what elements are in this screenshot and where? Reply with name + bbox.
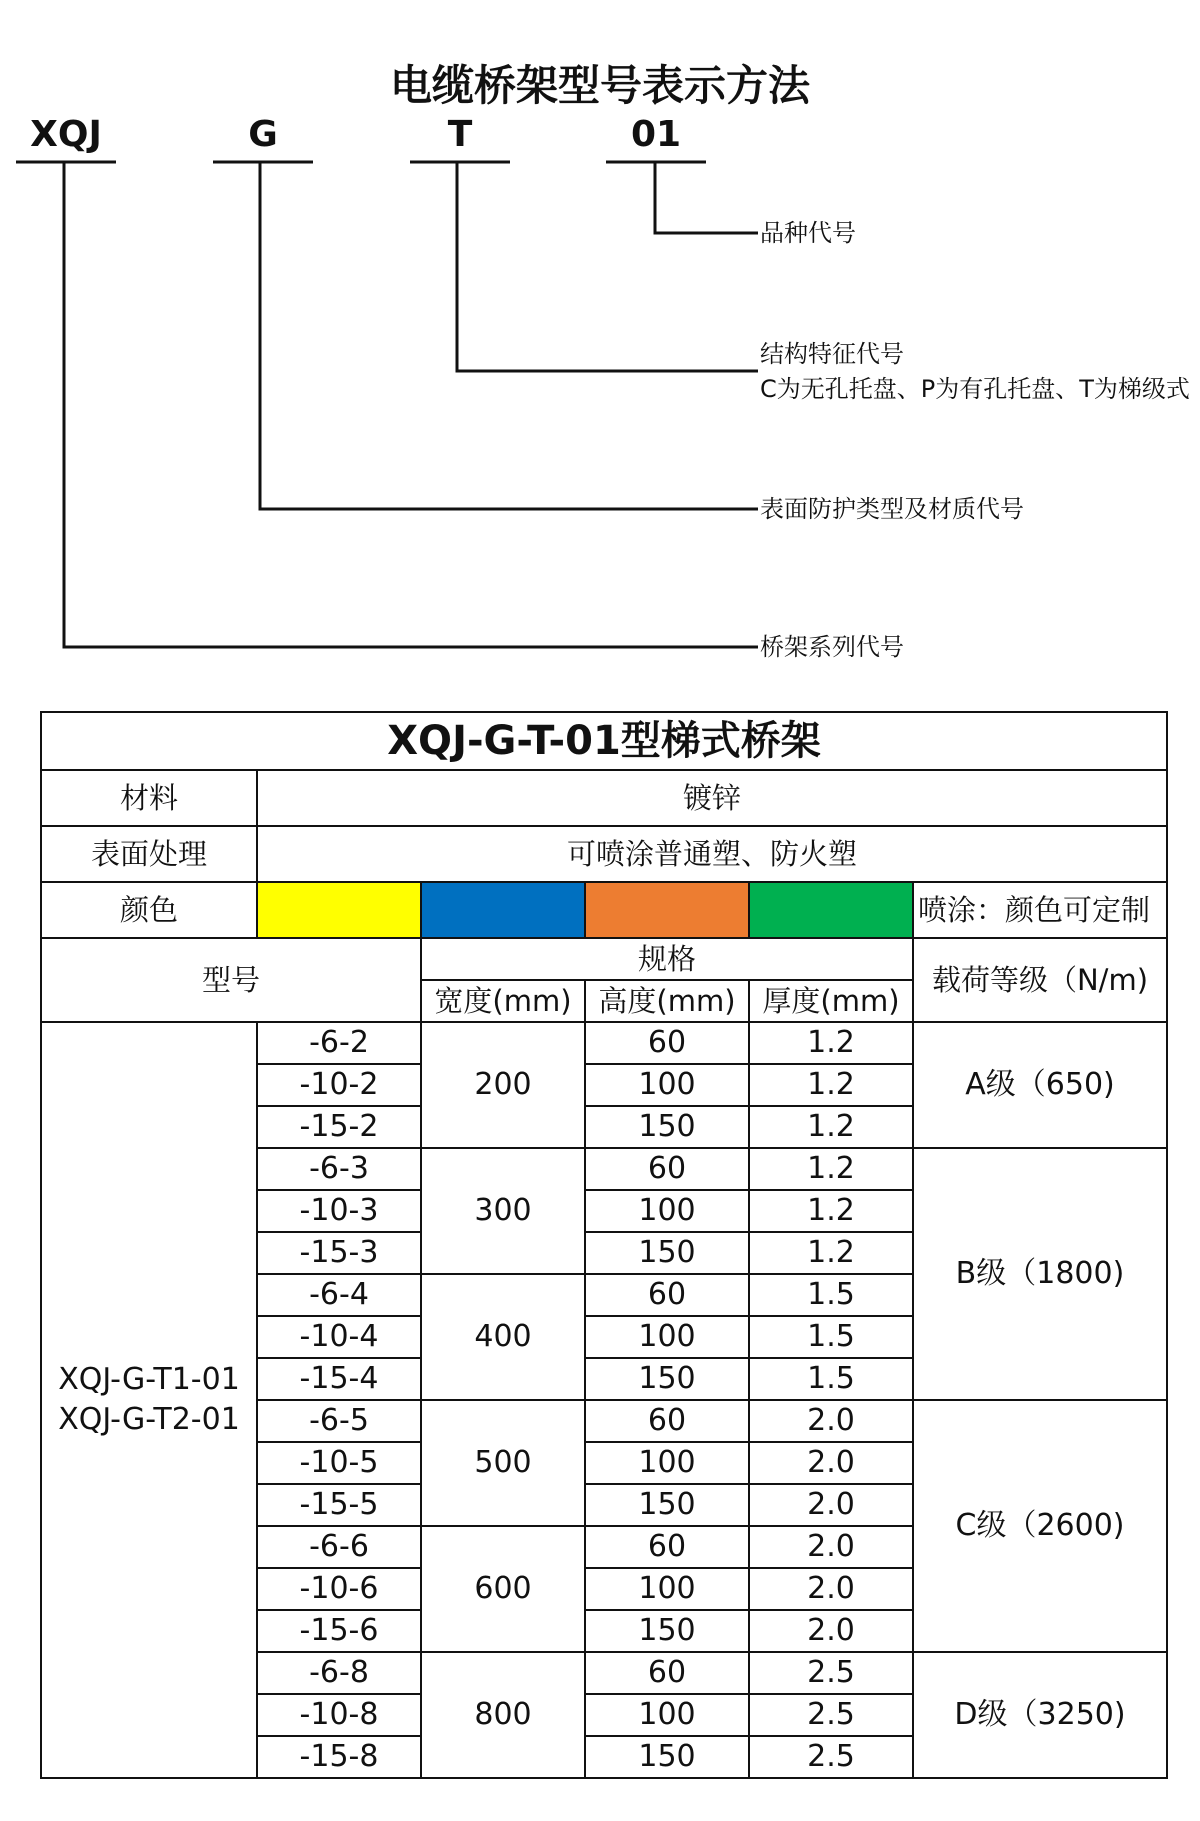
model-names-cell — [41, 1022, 257, 1778]
cell-suffix: -15-8 — [257, 1736, 421, 1778]
material-label: 材料 — [41, 770, 257, 826]
model-name: XQJ-G-T1-01 — [58, 1362, 240, 1397]
cell-suffix: -6-2 — [257, 1022, 421, 1064]
color-label: 颜色 — [41, 882, 257, 938]
material-value: 镀锌 — [257, 770, 1167, 826]
cell-thickness: 1.2 — [749, 1106, 913, 1148]
cell-width: 300 — [421, 1148, 585, 1274]
cell-suffix: -6-6 — [257, 1526, 421, 1568]
cell-suffix: -10-2 — [257, 1064, 421, 1106]
cell-load-class: C级（2600) — [913, 1400, 1167, 1652]
surface-value: 可喷涂普通塑、防火塑 — [257, 826, 1167, 882]
legend-surface: 表面防护类型及材质代号 — [760, 495, 1024, 523]
cell-thickness: 1.2 — [749, 1148, 913, 1190]
cell-suffix: -10-3 — [257, 1190, 421, 1232]
cell-height: 150 — [585, 1484, 749, 1526]
table-title: XQJ-G-T-01型梯式桥架 — [41, 712, 1167, 770]
cell-thickness: 1.5 — [749, 1316, 913, 1358]
legend-structure-detail: C为无孔托盘、P为有孔托盘、T为梯级式 — [760, 375, 1190, 403]
cell-suffix: -15-2 — [257, 1106, 421, 1148]
cell-suffix: -15-4 — [257, 1358, 421, 1400]
diagram-title: 电缆桥架型号表示方法 — [389, 61, 810, 110]
cell-suffix: -10-5 — [257, 1442, 421, 1484]
cell-thickness: 1.2 — [749, 1022, 913, 1064]
cell-thickness: 2.0 — [749, 1400, 913, 1442]
cell-width: 200 — [421, 1022, 585, 1148]
cell-width: 400 — [421, 1274, 585, 1400]
connector-variety — [655, 162, 758, 233]
cell-width: 800 — [421, 1652, 585, 1778]
cell-suffix: -6-4 — [257, 1274, 421, 1316]
cell-thickness: 1.2 — [749, 1190, 913, 1232]
cell-suffix: -10-6 — [257, 1568, 421, 1610]
color-swatch-green — [749, 882, 913, 938]
header-model: 型号 — [41, 938, 421, 1022]
cell-thickness: 2.5 — [749, 1736, 913, 1778]
cell-width: 600 — [421, 1526, 585, 1652]
code-series: XQJ — [30, 114, 102, 155]
cell-height: 60 — [585, 1022, 749, 1064]
cell-suffix: -6-3 — [257, 1148, 421, 1190]
connector-structure — [457, 162, 758, 371]
connector-surface — [260, 162, 758, 509]
cell-height: 60 — [585, 1148, 749, 1190]
cell-thickness: 2.0 — [749, 1484, 913, 1526]
color-note: 喷涂：颜色可定制 — [913, 882, 1167, 938]
cell-thickness: 1.2 — [749, 1064, 913, 1106]
cell-thickness: 2.0 — [749, 1568, 913, 1610]
cell-suffix: -15-3 — [257, 1232, 421, 1274]
cell-height: 100 — [585, 1190, 749, 1232]
cell-suffix: -6-8 — [257, 1652, 421, 1694]
cell-height: 60 — [585, 1400, 749, 1442]
connector-series — [64, 162, 758, 647]
cell-height: 60 — [585, 1526, 749, 1568]
header-spec: 规格 — [421, 938, 913, 980]
color-swatch-orange — [585, 882, 749, 938]
code-variety: 01 — [630, 114, 682, 155]
spec-table-container — [40, 711, 1166, 1779]
surface-label: 表面处理 — [41, 826, 257, 882]
cell-load-class: D级（3250) — [913, 1652, 1167, 1778]
cell-thickness: 2.0 — [749, 1442, 913, 1484]
cell-thickness: 2.0 — [749, 1526, 913, 1568]
cell-suffix: -6-5 — [257, 1400, 421, 1442]
cell-height: 60 — [585, 1652, 749, 1694]
cell-thickness: 1.5 — [749, 1274, 913, 1316]
code-structure: T — [447, 114, 473, 155]
cell-height: 150 — [585, 1610, 749, 1652]
cell-load-class: A级（650) — [913, 1022, 1167, 1148]
cell-suffix: -15-6 — [257, 1610, 421, 1652]
cell-thickness: 2.5 — [749, 1694, 913, 1736]
model-name: XQJ-G-T2-01 — [58, 1402, 240, 1437]
header-load: 载荷等级（N/m) — [913, 938, 1167, 1022]
cell-thickness: 2.0 — [749, 1610, 913, 1652]
color-swatch-blue — [421, 882, 585, 938]
header-height: 高度(mm) — [585, 980, 749, 1022]
cell-thickness: 1.5 — [749, 1358, 913, 1400]
cell-height: 100 — [585, 1694, 749, 1736]
header-width: 宽度(mm) — [421, 980, 585, 1022]
header-thickness: 厚度(mm) — [749, 980, 913, 1022]
spec-table — [40, 711, 1168, 1779]
cell-height: 150 — [585, 1736, 749, 1778]
cell-height: 150 — [585, 1232, 749, 1274]
cell-suffix: -10-4 — [257, 1316, 421, 1358]
cell-suffix: -15-5 — [257, 1484, 421, 1526]
code-breakdown-lines — [0, 0, 1200, 680]
legend-series: 桥架系列代号 — [760, 633, 904, 661]
legend-variety: 品种代号 — [760, 219, 856, 247]
cell-width: 500 — [421, 1400, 585, 1526]
cell-thickness: 2.5 — [749, 1652, 913, 1694]
cell-suffix: -10-8 — [257, 1694, 421, 1736]
table-row — [41, 1022, 1167, 1064]
code-surface: G — [248, 114, 278, 155]
color-swatch-yellow — [257, 882, 421, 938]
cell-thickness: 1.2 — [749, 1232, 913, 1274]
cell-height: 150 — [585, 1358, 749, 1400]
cell-height: 60 — [585, 1274, 749, 1316]
cell-height: 100 — [585, 1442, 749, 1484]
legend-structure-title: 结构特征代号 — [760, 340, 904, 368]
cell-load-class: B级（1800) — [913, 1148, 1167, 1400]
cell-height: 100 — [585, 1316, 749, 1358]
cell-height: 100 — [585, 1064, 749, 1106]
cell-height: 100 — [585, 1568, 749, 1610]
cell-height: 150 — [585, 1106, 749, 1148]
